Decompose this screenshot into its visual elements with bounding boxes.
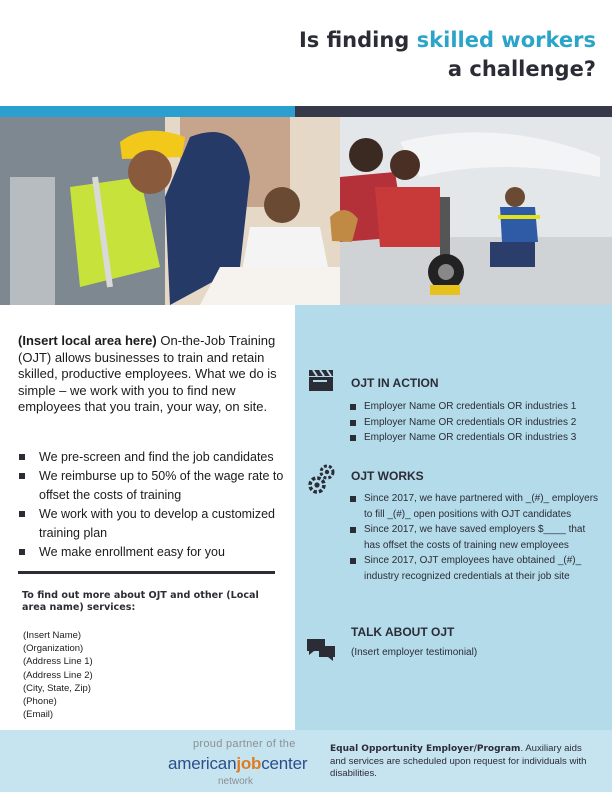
accent-bar-right <box>295 106 612 117</box>
accent-bar-left <box>0 106 295 117</box>
eeo-bold: Equal Opportunity Employer/Program <box>330 744 521 754</box>
benefit-item: We make enrollment easy for you <box>18 543 288 562</box>
equal-opportunity-statement <box>330 743 600 781</box>
ojt-works-list <box>350 491 600 584</box>
intro-paragraph <box>18 333 286 416</box>
ojt-in-action-title: OJT IN ACTION <box>351 376 439 390</box>
brand-center: center <box>261 754 308 773</box>
ojt-in-action-list <box>350 399 605 446</box>
intro-local-area-placeholder: (Insert local area here) <box>18 333 157 348</box>
section-divider <box>18 571 275 574</box>
title-part-1: Is finding <box>298 28 417 52</box>
gears-icon <box>307 463 337 495</box>
benefit-item: We reimburse up to 50% of the wage rate to offset the costs of training <box>18 467 288 505</box>
contact-city-state-zip: (City, State, Zip) <box>23 682 91 694</box>
brand-american: american <box>168 754 237 773</box>
ojt-in-action-item: Employer Name OR credentials OR industries 1 <box>350 399 605 415</box>
employer-testimonial: (Insert employer testimonial) <box>351 647 478 658</box>
title-line-1 <box>299 26 596 55</box>
proud-partner-text: proud partner of the <box>193 738 296 750</box>
contact-address-line-1: (Address Line 1) <box>23 656 93 668</box>
brand-job: job <box>236 754 262 773</box>
ojt-works-item: Since 2017, OJT employees have obtained _(#)_ industry recognized credentials at their job site <box>350 553 600 584</box>
ojt-in-action-item: Employer Name OR credentials OR industries 2 <box>350 415 605 431</box>
eeo-text: . Auxiliary aids and services are scheduled upon request for individuals with disabilities. <box>330 743 587 780</box>
contact-name: (Insert Name) <box>23 630 82 641</box>
title-line-2: a challenge? <box>447 57 596 81</box>
american-job-center-logo <box>168 754 307 774</box>
intro-text: On-the-Job Training (OJT) allows businesses to train and retain skilled, productive employees. What we do is simple – we work with you to find new employees that you train, your way, on site. <box>18 333 277 414</box>
contact-organization: (Organization) <box>23 643 84 655</box>
page-title <box>299 26 596 84</box>
benefit-item: We work with you to develop a customized training plan <box>18 505 288 543</box>
network-text: network <box>218 776 254 787</box>
ojt-in-action-item: Employer Name OR credentials OR industries 3 <box>350 430 605 446</box>
find-out-more-heading: To find out more about OJT and other (Local area name) services: <box>22 590 259 613</box>
ojt-works-item: Since 2017, we have partnered with _(#)_ employers to fill _(#)_ open positions with OJT candidates <box>350 491 600 522</box>
talk-about-ojt-title: TALK ABOUT OJT <box>351 625 455 639</box>
benefits-list <box>18 448 288 562</box>
ojt-works-item: Since 2017, we have saved employers $____ that has offset the costs of training new employees <box>350 522 600 553</box>
photo-banner <box>0 117 612 305</box>
contact-block <box>23 629 93 721</box>
contact-phone: (Phone) <box>23 696 57 708</box>
contact-address-line-2: (Address Line 2) <box>23 669 93 681</box>
benefit-item: We pre-screen and find the job candidates <box>18 448 288 467</box>
photo-collage-illustration <box>0 117 612 305</box>
chat-bubbles-icon <box>305 637 337 663</box>
clapperboard-icon <box>307 368 335 392</box>
title-accent: skilled workers <box>416 28 596 52</box>
ojt-works-title: OJT WORKS <box>351 469 424 483</box>
contact-email: (Email) <box>23 709 54 721</box>
